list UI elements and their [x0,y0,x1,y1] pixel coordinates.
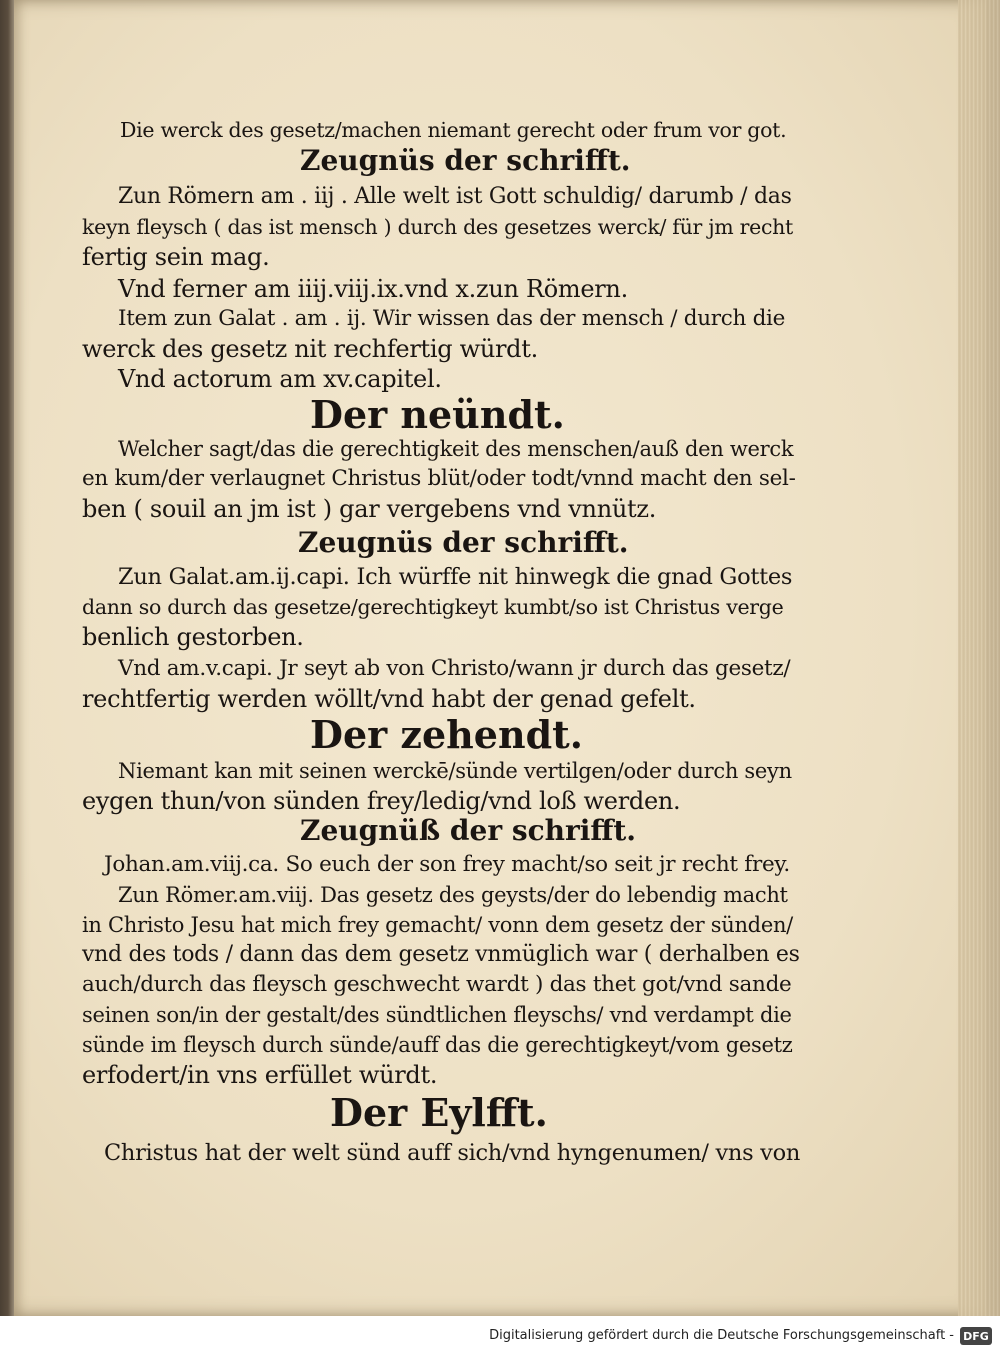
body-line: Welcher sagt/das die gerechtigkeit des menschen/auß den werck [118,437,794,461]
section-heading: Zeugnüs der schrifft. [300,144,631,177]
body-line: eygen thun/von sünden frey/ledig/vnd loß werden. [82,787,681,815]
body-line: Vnd am.v.capi. Jr seyt ab von Christo/wann jr durch das gesetz/ [118,656,791,681]
body-line: erfodert/in vns erfüllet würdt. [82,1061,438,1089]
body-line: rechtfertig werden wöllt/vnd habt der genad gefelt. [82,685,696,713]
footer-bar [0,1316,1000,1361]
chapter-heading: Der Eylfft. [330,1090,548,1135]
body-line: werck des gesetz nit rechfertig würdt. [82,335,538,363]
body-line: Niemant kan mit seinen werckē/sünde vertilgen/oder durch seyn [118,759,792,783]
body-line: in Christo Jesu hat mich frey gemacht/ vonn dem gesetz der sünden/ [82,913,793,937]
body-line: Item zun Galat . am . ij. Wir wissen das der mensch / durch die [118,306,786,331]
section-heading: Zeugnüs der schrifft. [298,526,629,559]
body-line: fertig sein mag. [82,243,270,271]
body-line: Vnd ferner am iiij.viij.ix.vnd x.zun Römern. [118,275,628,303]
chapter-heading: Der neündt. [310,392,565,437]
funding-notice: Digitalisierung gefördert durch die Deutsche Forschungsgemeinschaft - [489,1328,954,1343]
section-heading: Zeugnüß der schrifft. [300,814,637,847]
body-line: en kum/der verlaugnet Christus blüt/oder todt/vnnd macht den sel- [82,466,796,491]
body-line: Zun Galat.am.ij.capi. Ich würffe nit hinwegk die gnad Gottes [118,564,793,590]
body-line: Zun Römern am . iij . Alle welt ist Gott schuldig/ darumb / das [118,184,792,209]
body-line: benlich gestorben. [82,623,304,651]
body-line: keyn fleysch ( das ist mensch ) durch des gesetzes werck/ für jm recht [82,215,793,239]
body-line: Johan.am.viij.ca. So euch der son frey macht/so seit jr recht frey. [104,852,790,877]
body-line: vnd des tods / dann das dem gesetz vnmüglich war ( derhalben es [82,942,800,967]
body-line: ben ( souil an jm ist ) gar vergebens vnd vnnütz. [82,495,657,523]
body-line: sünde im fleysch durch sünde/auff das die gerechtigkeyt/vom gesetz [82,1033,793,1057]
chapter-heading: Der zehendt. [310,712,583,757]
body-line: dann so durch das gesetze/gerechtigkeyt kumbt/so ist Christus verge [82,595,784,619]
body-line: Die werck des gesetz/machen niemant gerecht oder frum vor got. [120,118,787,142]
body-line: Vnd actorum am xv.capitel. [118,365,442,393]
body-line: Zun Römer.am.viij. Das gesetz des geysts/der do lebendig macht [118,883,788,907]
dfg-logo: DFG [960,1327,992,1345]
body-line: seinen son/in der gestalt/des sündtlichen fleyschs/ vnd verdampt die [82,1003,792,1027]
body-line: auch/durch das fleysch geschwecht wardt ) das thet got/vnd sande [82,972,792,997]
body-line: Christus hat der welt sünd auff sich/vnd hyngenumen/ vns von [104,1140,801,1166]
